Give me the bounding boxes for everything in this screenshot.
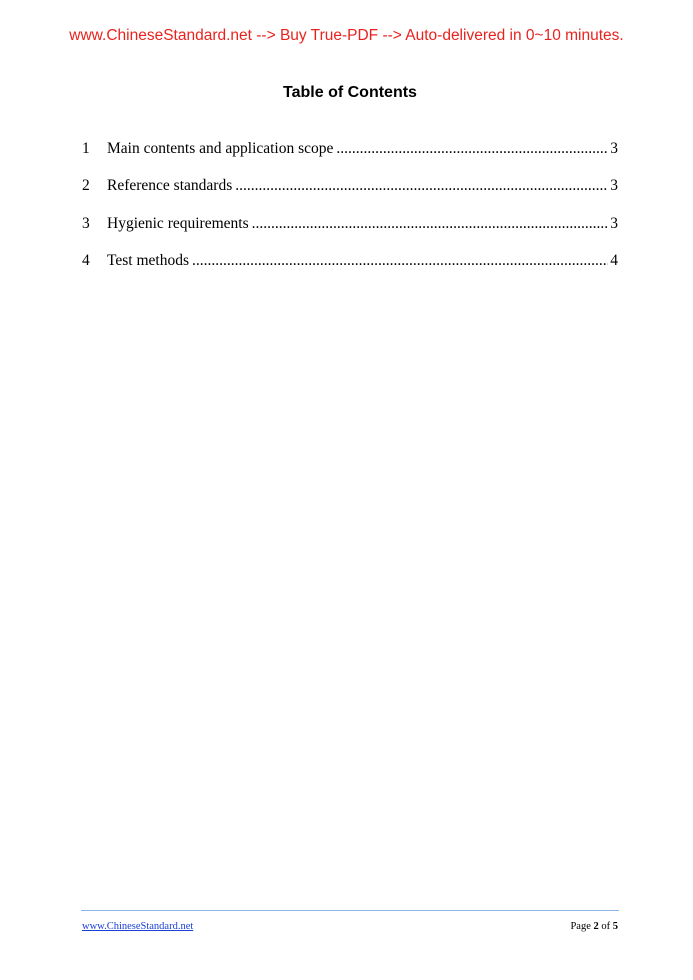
page-total: 5 <box>612 921 618 932</box>
toc-entry-number: 1 <box>82 140 90 157</box>
footer-page-number <box>570 921 618 932</box>
toc-entry-label: Hygienic requirements <box>107 214 249 232</box>
toc-leader-dots <box>252 215 609 233</box>
footer-website-link[interactable]: www.ChineseStandard.net <box>82 921 194 932</box>
toc-entry-3[interactable] <box>82 215 618 235</box>
toc-entry-page: 4 <box>610 251 618 269</box>
toc-leader-dots <box>336 140 608 158</box>
toc-entry-page: 3 <box>610 177 618 195</box>
toc-entry-2[interactable] <box>82 177 618 197</box>
promo-banner[interactable]: www.ChineseStandard.net --> Buy True-PDF --> Auto-delivered in 0~10 minutes. <box>69 27 624 44</box>
toc-title: Table of Contents <box>283 84 417 101</box>
toc-entry-page: 3 <box>610 214 618 232</box>
page-current: 2 <box>593 921 599 932</box>
toc-entry-4[interactable] <box>82 252 618 272</box>
footer-divider <box>81 910 619 911</box>
toc-entry-label: Reference standards <box>107 177 233 195</box>
page-of: of <box>601 921 611 932</box>
toc-entry-1[interactable] <box>82 140 618 160</box>
page-prefix: Page <box>570 921 591 932</box>
toc-entry-label: Test methods <box>107 251 190 269</box>
toc-leader-dots <box>235 177 608 195</box>
toc-entry-number: 4 <box>82 251 90 269</box>
toc-entry-number: 2 <box>82 177 90 195</box>
toc-list <box>82 140 618 289</box>
toc-entry-label: Main contents and application scope <box>107 140 334 157</box>
toc-leader-dots <box>192 252 608 270</box>
toc-entry-page: 3 <box>610 140 618 157</box>
toc-entry-number: 3 <box>82 214 90 232</box>
